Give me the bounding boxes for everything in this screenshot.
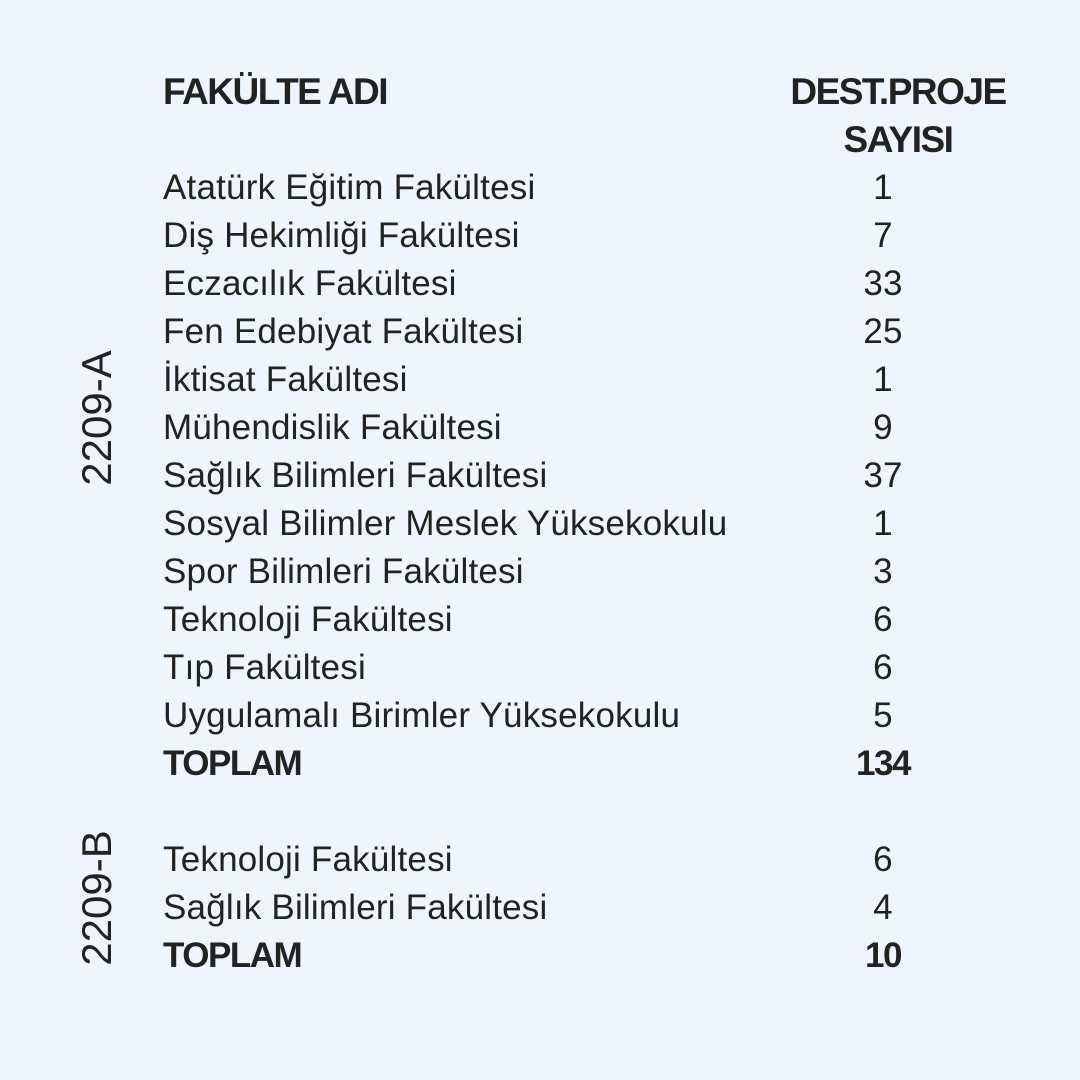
project-count: 5 — [873, 696, 893, 735]
faculty-name: Sosyal Bilimler Meslek Yüksekokulu — [163, 504, 728, 543]
group-2209-a-table — [163, 164, 943, 788]
faculty-name: Sağlık Bilimleri Fakültesi — [163, 456, 548, 495]
table-row — [163, 548, 943, 596]
table-row — [163, 212, 943, 260]
table-row — [163, 452, 943, 500]
total-row-2209-b — [163, 932, 943, 980]
column-header-faculty-name: FAKÜLTE ADI — [163, 71, 387, 112]
group-2209-b-table — [163, 836, 943, 980]
faculty-name: Teknoloji Fakültesi — [163, 840, 453, 879]
faculty-name: Tıp Fakültesi — [163, 648, 366, 687]
table-row — [163, 644, 943, 692]
project-count: 25 — [863, 312, 903, 351]
table-row — [163, 596, 943, 644]
group-label-2209-b-text: 2209-B — [73, 830, 120, 966]
faculty-name: Fen Edebiyat Fakültesi — [163, 312, 524, 351]
total-label: TOPLAM — [163, 744, 302, 783]
group-label-2209-a-text: 2209-A — [73, 350, 120, 486]
table-row — [163, 692, 943, 740]
project-count: 1 — [873, 504, 893, 543]
faculty-name: Eczacılık Fakültesi — [163, 264, 457, 303]
project-count: 33 — [863, 264, 903, 303]
table-row — [163, 884, 943, 932]
project-count: 6 — [873, 600, 893, 639]
faculty-name: Diş Hekimliği Fakültesi — [163, 216, 520, 255]
project-count: 4 — [873, 888, 893, 927]
table-row — [163, 164, 943, 212]
project-count: 1 — [873, 168, 893, 207]
project-count: 6 — [873, 648, 893, 687]
total-value: 10 — [865, 936, 901, 975]
total-label: TOPLAM — [163, 936, 302, 975]
faculty-name: İktisat Fakültesi — [163, 360, 408, 399]
table-row — [163, 500, 943, 548]
project-count: 1 — [873, 360, 893, 399]
faculty-name: Spor Bilimleri Fakültesi — [163, 552, 524, 591]
faculty-name: Teknoloji Fakültesi — [163, 600, 453, 639]
project-count: 6 — [873, 840, 893, 879]
table-row — [163, 260, 943, 308]
table-row — [163, 836, 943, 884]
project-count: 37 — [863, 456, 903, 495]
table-row — [163, 308, 943, 356]
project-count: 7 — [873, 216, 893, 255]
column-header-project-count — [760, 68, 1036, 164]
faculty-name: Mühendislik Fakültesi — [163, 408, 502, 447]
total-value: 134 — [856, 744, 910, 783]
total-row-2209-a — [163, 740, 943, 788]
faculty-name: Uygulamalı Birimler Yüksekokulu — [163, 696, 681, 735]
project-count: 9 — [873, 408, 893, 447]
faculty-name: Atatürk Eğitim Fakültesi — [163, 168, 536, 207]
table-row — [163, 356, 943, 404]
column-header-project-count-line2: SAYISI — [843, 119, 953, 160]
table-row — [163, 404, 943, 452]
faculty-name: Sağlık Bilimleri Fakültesi — [163, 888, 548, 927]
column-header-project-count-line1: DEST.PROJE — [790, 71, 1006, 112]
project-count: 3 — [873, 552, 893, 591]
